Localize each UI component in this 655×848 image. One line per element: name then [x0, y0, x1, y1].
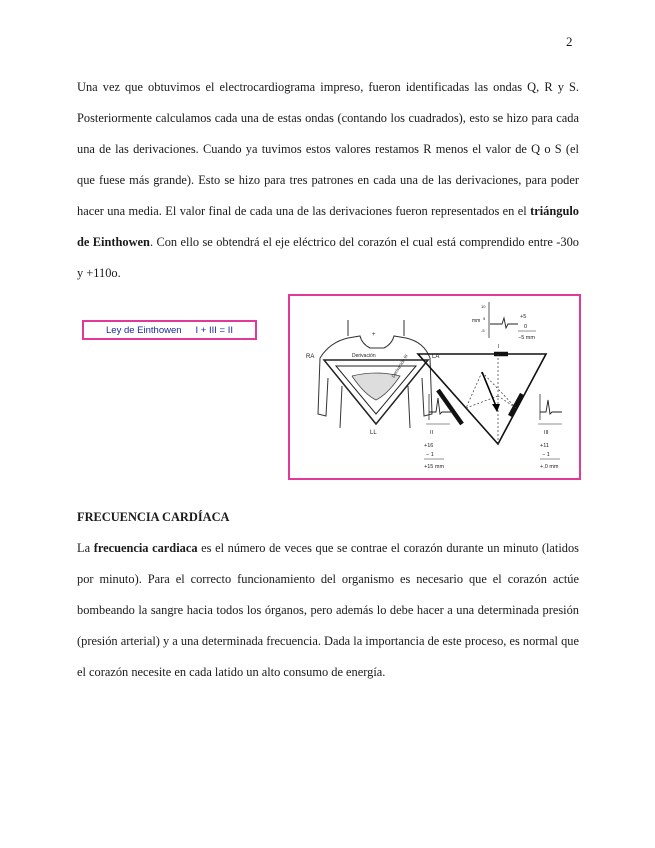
- einthoven-term: triángulo de Einthowen: [77, 204, 579, 249]
- lead-iii-value-2: − 1: [542, 452, 550, 458]
- lead-iii-value-1: +11: [540, 443, 549, 449]
- hr-text-b: es el número de veces que se contrae el corazón durante un minuto (latidos por minuto). Para el correcto funcionamiento del organismo es necesario que el corazón actúe bombeando la sangre hacia todos los órganos, pero además lo debe hacer a una determinada presión (presión arterial) y a una determinada frecuencia. Dada la importancia de este proceso, es normal que el corazón necesite en cada latido un alto consumo de energía.: [77, 541, 580, 679]
- lead-ii-value-3: +15 mm: [424, 464, 445, 470]
- intro-paragraph: [77, 72, 579, 289]
- intro-text-b: . Con ello se obtendrá el eje eléctrico del corazón el cual está comprendido entre -30o y +110o.: [77, 235, 580, 280]
- lead-iii-side-label: Derivación III: [390, 353, 409, 379]
- lead-i-unit: mm: [472, 318, 481, 324]
- lead-iii-trace: [538, 394, 562, 470]
- la-label: LA: [432, 354, 440, 360]
- lead-iii-label: III: [544, 430, 549, 436]
- lead-i-value-1: +5: [520, 314, 527, 320]
- arrowhead: [492, 404, 500, 412]
- lead-ii-label: II: [430, 430, 434, 436]
- section-heading: FRECUENCIA CARDÍACA: [77, 510, 230, 524]
- hr-text-a: La: [77, 541, 94, 555]
- einthoven-law-caption: [82, 320, 257, 340]
- lead-i-value-2: 0: [524, 324, 528, 330]
- page-number: 2: [566, 34, 573, 49]
- ll-label: LL: [370, 430, 377, 436]
- lead-iii-value-3: +.0 mm: [540, 464, 559, 470]
- einthoven-triangle: [418, 354, 546, 444]
- lead-i-scale-top: 10: [481, 304, 486, 309]
- caption-title: Ley de Einthowen: [106, 324, 182, 336]
- lead-ii-value-1: +16: [424, 443, 434, 449]
- lead-i-scale-bottom: -5: [481, 328, 485, 333]
- axis-projections: [466, 354, 516, 444]
- caption-formula: I + III = II: [195, 324, 234, 336]
- lead-i-value-3: −5 mm: [518, 335, 535, 341]
- einthoven-diagram: [290, 296, 579, 478]
- lead-ii-value-2: − 1: [426, 452, 434, 458]
- lead-i-scale-mid: 5: [483, 316, 486, 321]
- electrical-axis-arrow: [482, 372, 496, 406]
- lead-i-side-label: Derivación: [352, 353, 376, 359]
- intro-text-a: Una vez que obtuvimos el electrocardiograma impreso, fueron identificadas las ondas Q, R y S. Posteriormente calculamos cada una de estas ondas (contando los cuadrados), esto se hizo para cada una de las derivaciones. Cuando ya tuvimos estos valores restamos R menos el valor de Q o S (el que fuese más grande). Esto se hizo para tres patrones en cada una de las derivaciones, para poder hacer una media. El valor final de cada una de las derivaciones fueron representados en el: [77, 80, 579, 218]
- lead-i-label: I: [498, 344, 500, 350]
- heart-rate-term: frecuencia cardiaca: [93, 541, 198, 555]
- einthoven-triangle-figure: [288, 294, 581, 480]
- heart-rate-paragraph: [77, 533, 579, 688]
- ra-label: RA: [306, 354, 315, 360]
- lead-i-trace: [472, 302, 536, 350]
- plus-top-label: +: [372, 332, 376, 338]
